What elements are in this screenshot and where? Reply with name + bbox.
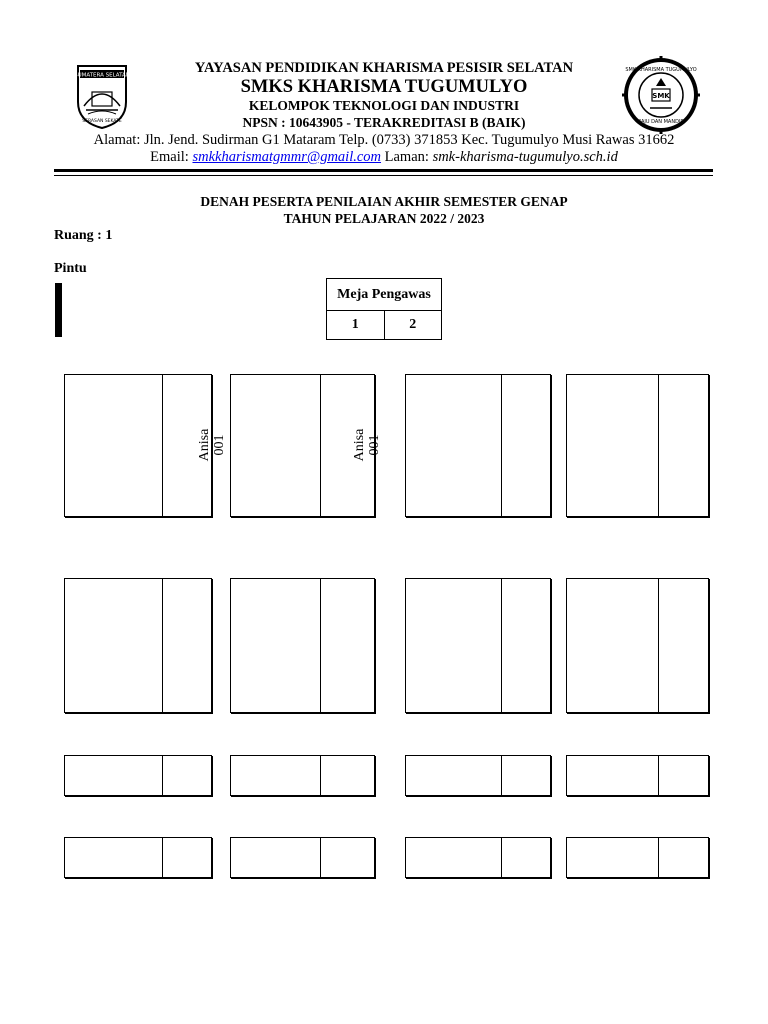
student-desk [64,578,212,713]
desk-divider [658,756,659,795]
letterhead-rule-thin [54,175,713,176]
student-desk [64,374,227,517]
student-desk [566,837,709,878]
desk-divider [658,579,659,712]
student-desk [64,837,212,878]
student-desk [230,755,375,796]
province-logo-top-text: SUMATERA SELATAN [74,72,130,79]
document-title: DENAH PESERTA PENILAIAN AKHIR SEMESTER GENAP [200,194,568,209]
seat-label [197,385,227,505]
student-desk [566,755,709,796]
door-label: Pintu [54,261,87,276]
desk-divider [162,375,163,516]
desk-divider [501,579,502,712]
supervisor-seat-2: 2 [384,311,442,339]
desk-divider [320,756,321,795]
student-desk [405,837,551,878]
desk-divider [501,838,502,877]
student-desk [405,578,551,713]
student-desk [230,578,375,713]
school-logo-center-text: SMK [652,92,670,100]
student-desk [566,374,709,517]
desk-divider [501,756,502,795]
school-contact [0,149,768,166]
desk-divider [320,579,321,712]
desk-divider [320,838,321,877]
desk-divider [658,838,659,877]
school-name: SMKS KHARISMA TUGUMULYO [240,77,528,97]
document-subtitle: TAHUN PELAJARAN 2022 / 2023 [283,211,485,226]
supervisor-desk-header: Meja Pengawas [327,279,441,311]
desk-divider [162,756,163,795]
school-group: KELOMPOK TEKNOLOGI DAN INDUSTRI [248,98,520,113]
desk-divider [658,375,659,516]
school-logo-bottom-text: MAJU DAN MANDIRI [636,119,686,125]
website-text: smk-kharisma-tugumulyo.sch.id [432,149,618,165]
province-logo-bottom-text: SERASAN SEKATE [82,119,122,124]
email-link[interactable]: smkkharismatgmmr@gmail.com [192,149,382,165]
student-desk [405,374,551,517]
student-name: Anisa [197,428,212,462]
email-label: Email: [150,149,193,165]
seat-label [352,385,382,505]
desk-divider [162,579,163,712]
student-desk [405,755,551,796]
student-desk [566,578,709,713]
desk-divider [162,838,163,877]
school-logo-top-text: SMK KHARISMA TUGUMULYO [625,67,697,73]
school-address: Alamat: Jln. Jend. Sudirman G1 Mataram Telp. (0733) 371853 Kec. Tugumulyo Musi Rawas 31662 [93,132,675,148]
desk-divider [320,375,321,516]
foundation-name: YAYASAN PENDIDIKAN KHARISMA PESISIR SELATAN [194,60,574,76]
student-desk [230,837,375,878]
desk-divider [501,375,502,516]
room-label: Ruang : 1 [54,228,113,243]
door-marker [55,283,62,337]
letterhead-rule-thick [54,169,713,172]
student-name: Anisa [352,428,367,462]
student-number: 001 [212,434,227,456]
website-label: Laman: [381,149,433,165]
supervisor-desk-table [326,278,442,340]
student-desk [64,755,212,796]
student-number: 001 [367,434,382,456]
school-npsn: NPSN : 10643905 - TERAKREDITASI B (BAIK) [242,115,526,130]
supervisor-seat-1: 1 [351,317,359,332]
student-desk [230,374,382,517]
